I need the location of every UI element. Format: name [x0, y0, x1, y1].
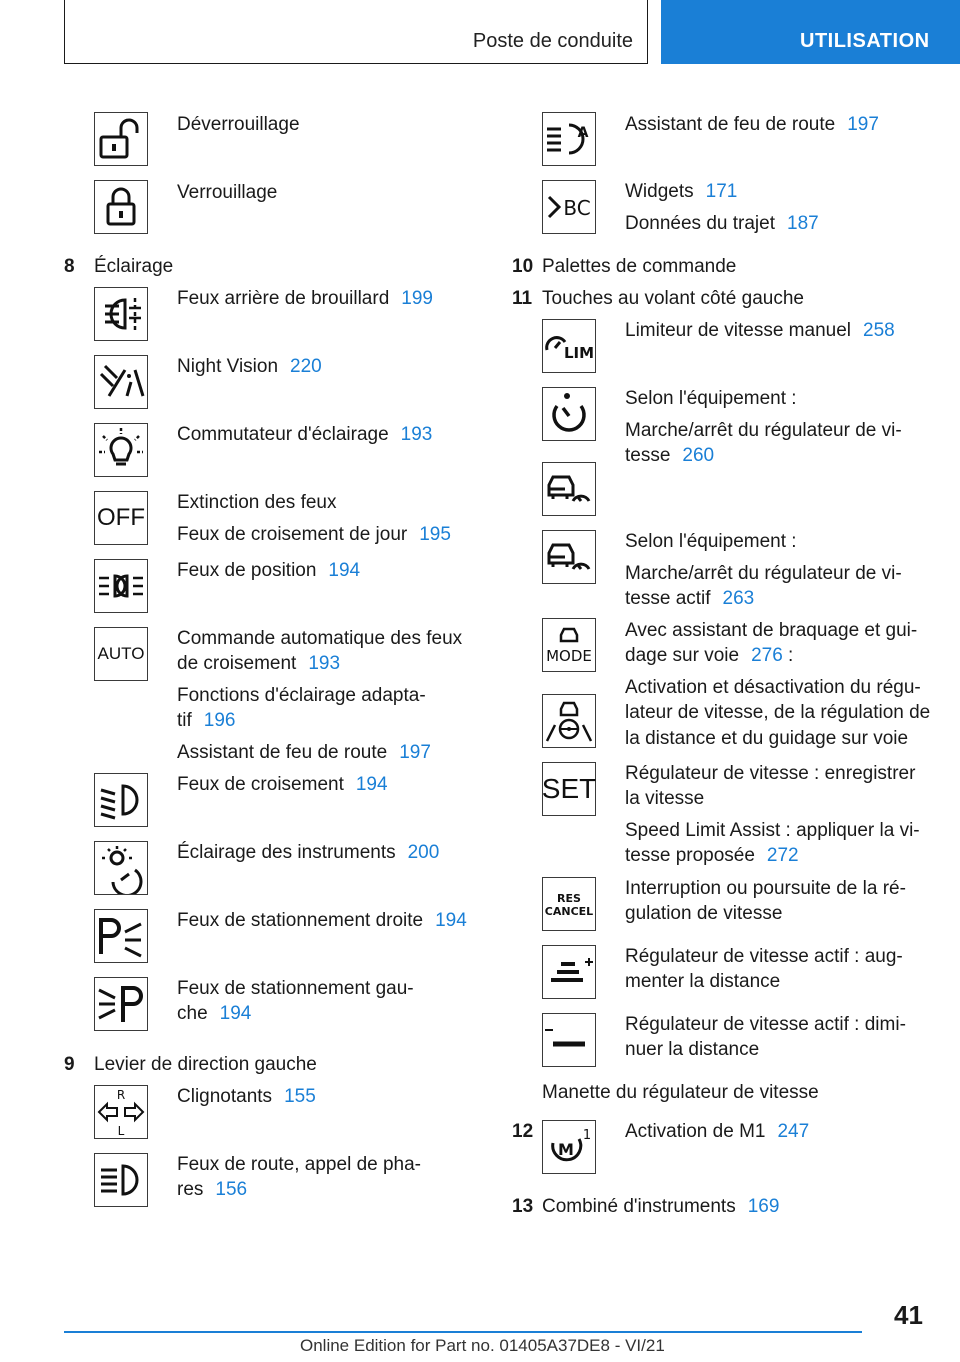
instrument-lighting-icon	[94, 841, 148, 895]
page-ref[interactable]: 276	[751, 645, 783, 666]
page-ref[interactable]: 272	[766, 845, 799, 866]
entry-cruise-1: Selon l'équipement :	[625, 388, 797, 409]
svg-text:A: A	[577, 125, 589, 141]
entry-steering-3: la distance et du guidage sur voie	[625, 728, 909, 749]
page-ref[interactable]: 187	[787, 213, 819, 234]
entry-distance-increase-2: menter la distance	[625, 971, 781, 992]
header-section-title: Poste de conduite	[472, 30, 633, 52]
section-9-number: 9	[64, 1054, 75, 1075]
section-8-number: 8	[64, 256, 75, 277]
entry-low-beam: Feux de croisement 194	[177, 774, 388, 795]
entry-auto-4: tif 196	[177, 710, 236, 731]
entry-mode-2: dage sur voie 276 :	[625, 645, 794, 666]
page-ref[interactable]: 197	[847, 114, 879, 135]
svg-text:BC: BC	[563, 196, 591, 220]
entry-high-beam-2: res 156	[177, 1179, 248, 1200]
cruise-control-icon	[542, 387, 596, 441]
entry-auto-5: Assistant de feu de route 197	[177, 742, 431, 763]
page-ref[interactable]: 247	[777, 1121, 810, 1142]
page-ref[interactable]: 199	[401, 288, 433, 309]
page-ref[interactable]: 260	[682, 445, 715, 466]
page-ref[interactable]: 193	[308, 653, 341, 674]
section-9-title: Levier de direction gauche	[94, 1054, 317, 1075]
parking-light-left-icon	[94, 977, 148, 1031]
res-cancel-icon	[542, 877, 596, 931]
svg-text:L: L	[117, 1124, 125, 1138]
distance-increase-icon	[542, 945, 596, 999]
entry-steering-2: lateur de vitesse, de la régulation de	[625, 702, 931, 723]
entry-night-vision: Night Vision 220	[177, 356, 322, 377]
entry-active-cruise-3: tesse actif 263	[625, 588, 755, 609]
auto-icon: AUTO	[94, 627, 148, 681]
footer-edition: Online Edition for Part no. 01405A37DE8 - VI/21	[300, 1336, 665, 1355]
entry-res-cancel-1: Interruption ou poursuite de la ré-	[625, 878, 906, 899]
page-ref[interactable]: 220	[290, 356, 322, 377]
svg-text:M: M	[558, 1140, 574, 1159]
steering-lane-icon	[542, 694, 596, 748]
section-11-footnote: Manette du régulateur de vitesse	[542, 1082, 819, 1103]
header-chapter-title: UTILISATION	[800, 30, 930, 52]
page-ref[interactable]: 258	[863, 320, 895, 341]
page-ref[interactable]: 196	[203, 710, 236, 731]
section-10-title: Palettes de commande	[542, 256, 737, 277]
position-lights-icon	[94, 559, 148, 613]
entry-auto-2: de croisement 193	[177, 653, 341, 674]
section-12-number: 12	[512, 1121, 534, 1142]
entry-set-2: la vitesse	[625, 788, 705, 809]
svg-text:LIM: LIM	[563, 344, 595, 362]
entry-distance-increase-1: Régulateur de vitesse actif : aug-	[625, 946, 903, 967]
off-icon: OFF	[94, 491, 148, 545]
page-ref[interactable]: 194	[355, 774, 388, 795]
page-ref[interactable]: 194	[328, 560, 361, 581]
entry-light-switch: Commutateur d'éclairage 193	[177, 424, 433, 445]
page-ref[interactable]: 155	[284, 1086, 316, 1107]
entry-rear-fog: Feux arrière de brouillard 199	[177, 288, 433, 309]
page-ref[interactable]: 169	[747, 1196, 780, 1217]
entry-lock: Verrouillage	[177, 182, 278, 203]
section-8-title: Éclairage	[94, 256, 174, 277]
section-10-number: 10	[512, 256, 534, 277]
entry-speed-limiter: Limiteur de vitesse manuel 258	[625, 320, 895, 341]
svg-text:MODE: MODE	[546, 647, 592, 665]
footer-divider	[64, 1331, 862, 1333]
entry-unlock: Déverrouillage	[177, 114, 300, 135]
active-cruise-icon	[542, 462, 596, 516]
entry-parking-left-2: che 194	[177, 1003, 252, 1024]
parking-light-right-icon	[94, 909, 148, 963]
speed-limiter-icon	[542, 319, 596, 373]
night-vision-icon	[94, 355, 148, 409]
entry-off-1: Extinction des feux	[177, 492, 337, 513]
low-beam-icon	[94, 773, 148, 827]
set-icon: SET	[542, 762, 596, 816]
light-switch-icon	[94, 423, 148, 477]
high-beam-assistant-icon	[542, 112, 596, 166]
svg-text:RES: RES	[557, 892, 581, 905]
active-cruise-icon-2	[542, 530, 596, 584]
distance-decrease-icon	[542, 1013, 596, 1067]
entry-active-cruise-2: Marche/arrêt du régulateur de vi-	[625, 563, 902, 584]
entry-active-cruise-1: Selon l'équipement :	[625, 531, 797, 552]
entry-instrument-lighting: Éclairage des instruments 200	[177, 842, 440, 863]
entry-off-2: Feux de croisement de jour 195	[177, 524, 451, 545]
lock-icon	[94, 180, 148, 234]
rear-fog-light-icon	[94, 287, 148, 341]
page-ref[interactable]: 195	[419, 524, 451, 545]
entry-set-1: Régulateur de vitesse : enregistrer	[625, 763, 916, 784]
entry-steering-1: Activation et désactivation du régu-	[625, 677, 921, 698]
entry-cruise-2: Marche/arrêt du régulateur de vi-	[625, 420, 902, 441]
svg-text:CANCEL: CANCEL	[544, 905, 594, 918]
entry-widgets: Widgets 171	[625, 181, 738, 202]
entry-trip-data: Données du trajet 187	[625, 213, 819, 234]
m1-icon	[542, 1120, 596, 1174]
entry-high-beam-assistant: Assistant de feu de route 197	[625, 114, 879, 135]
entry-turn-signal: Clignotants 155	[177, 1086, 316, 1107]
section-11-title: Touches au volant côté gauche	[542, 288, 804, 309]
entry-set-3: Speed Limit Assist : appliquer la vi-	[625, 820, 920, 841]
entry-cruise-3: tesse 260	[625, 445, 715, 466]
entry-auto-3: Fonctions d'éclairage adapta-	[177, 685, 426, 706]
section-11-number: 11	[512, 288, 533, 309]
entry-mode-1: Avec assistant de braquage et gui-	[625, 620, 918, 641]
entry-high-beam-1: Feux de route, appel de pha-	[177, 1154, 422, 1175]
page-ref[interactable]: 197	[399, 742, 431, 763]
svg-text:R: R	[116, 1088, 126, 1102]
page-number: 41	[894, 1300, 923, 1330]
high-beam-icon	[94, 1153, 148, 1207]
svg-text:1: 1	[582, 1128, 592, 1143]
page-ref[interactable]: 263	[722, 588, 755, 609]
section-13-number: 13	[512, 1196, 534, 1217]
page-ref[interactable]: 194	[435, 910, 467, 931]
header-section-box	[64, 0, 648, 64]
page-ref[interactable]: 193	[400, 424, 433, 445]
bc-icon	[542, 180, 596, 234]
entry-distance-decrease-1: Régulateur de vitesse actif : dimi-	[625, 1014, 906, 1035]
entry-m1: Activation de M1 247	[625, 1121, 810, 1142]
unlock-icon	[94, 112, 148, 166]
entry-position-lights: Feux de position 194	[177, 560, 361, 581]
page-ref[interactable]: 194	[219, 1003, 252, 1024]
turn-signal-icon	[94, 1085, 148, 1139]
entry-parking-left-1: Feux de stationnement gau-	[177, 978, 414, 999]
section-13-title: Combiné d'instruments 169	[542, 1196, 780, 1217]
page-ref[interactable]: 171	[705, 181, 738, 202]
page-ref[interactable]: 200	[407, 842, 440, 863]
entry-res-cancel-2: gulation de vitesse	[625, 903, 783, 924]
entry-set-4: tesse proposée 272	[625, 845, 799, 866]
entry-distance-decrease-2: nuer la distance	[625, 1039, 760, 1060]
entry-auto-1: Commande automatique des feux	[177, 628, 463, 649]
page-ref[interactable]: 156	[215, 1179, 248, 1200]
mode-icon	[542, 618, 596, 672]
header-chapter-tab	[661, 0, 960, 64]
entry-parking-right: Feux de stationnement droite 194	[177, 910, 467, 931]
